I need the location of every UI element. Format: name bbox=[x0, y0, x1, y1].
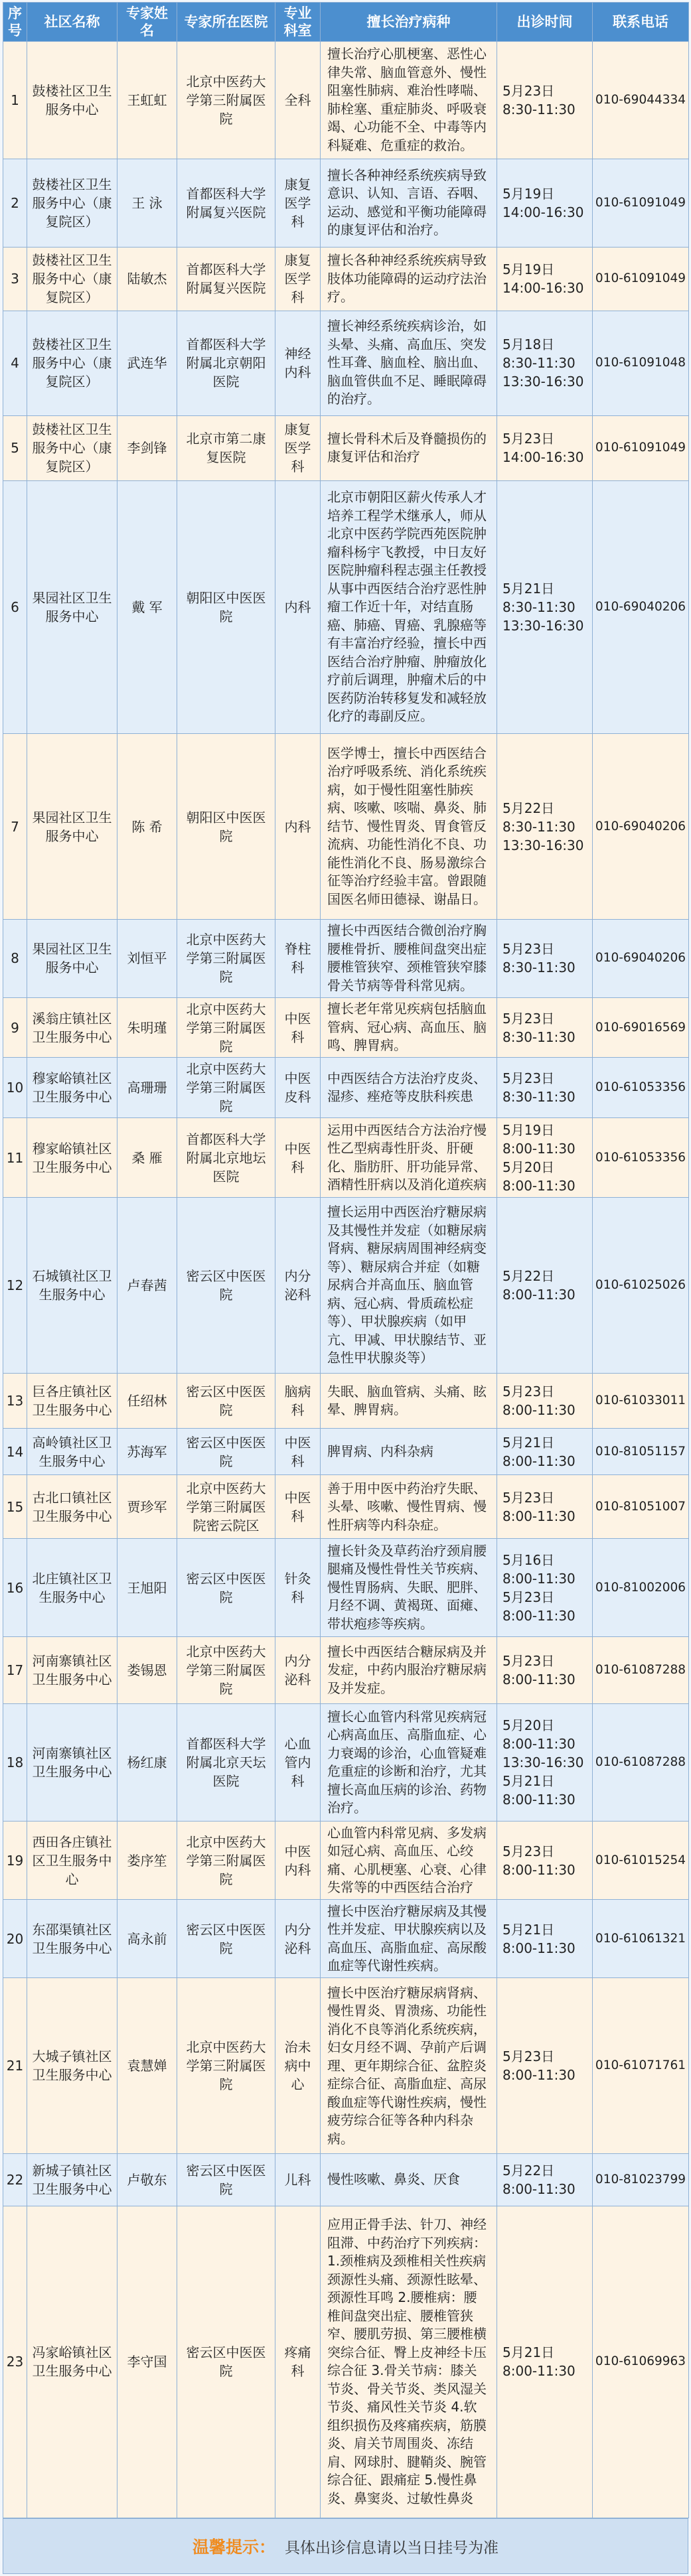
table-cell-seq: 19 bbox=[3, 1821, 27, 1899]
table-cell-time: 5月21日 8:00-11:30 bbox=[497, 1900, 593, 1978]
table-row bbox=[3, 311, 689, 415]
table-cell-community: 巨各庄镇社区卫生服务中心 bbox=[27, 1374, 117, 1429]
table-cell-dept: 神经内科 bbox=[275, 311, 321, 415]
table-cell-time: 5月23日 8:30-11:30 bbox=[497, 42, 593, 159]
table-cell-community: 新城子镇社区卫生服务中心 bbox=[27, 2154, 117, 2206]
table-row bbox=[3, 415, 689, 480]
table-cell-doctor: 娄锡恩 bbox=[117, 1636, 177, 1703]
table-cell-community: 北庄镇社区卫生服务中心 bbox=[27, 1539, 117, 1637]
table-cell-dept: 康复医学科 bbox=[275, 159, 321, 247]
table-cell-hospital: 北京中医药大学第三附属医院 bbox=[177, 1978, 275, 2154]
table-cell-hospital: 北京中医药大学第三附属医院 bbox=[177, 1821, 275, 1899]
tip-label: 温馨提示： bbox=[192, 2538, 275, 2557]
table-cell-hospital: 密云区中医医院 bbox=[177, 1374, 275, 1429]
table-cell-seq: 11 bbox=[3, 1117, 27, 1197]
header-phone: 联系电话 bbox=[593, 3, 689, 42]
table-body bbox=[3, 42, 689, 2518]
table-row bbox=[3, 919, 689, 997]
table-row bbox=[3, 1900, 689, 1978]
table-cell-phone: 010-61091049 bbox=[593, 248, 689, 311]
table-cell-diseases: 擅长中西医结合微创治疗胸腰椎骨折、腰椎间盘突出症腰椎管狭窄、颈椎管狭窄膝骨关节病等骨科常见病。 bbox=[321, 919, 497, 997]
table-cell-phone: 010-61091049 bbox=[593, 415, 689, 480]
table-cell-dept: 内分泌科 bbox=[275, 1198, 321, 1374]
table-cell-time: 5月23日 8:00-11:30 bbox=[497, 1636, 593, 1703]
header-doctor: 专家姓名 bbox=[117, 3, 177, 42]
table-cell-dept: 中医科 bbox=[275, 1117, 321, 1197]
table-cell-time: 5月16日 8:00-11:30 5月23日 8:00-11:30 bbox=[497, 1539, 593, 1637]
table-cell-doctor: 袁慧婵 bbox=[117, 1978, 177, 2154]
table-cell-dept: 中医科 bbox=[275, 997, 321, 1058]
table-cell-hospital: 首都医科大学附属复兴医院 bbox=[177, 248, 275, 311]
table-cell-community: 果园社区卫生服务中心 bbox=[27, 919, 117, 997]
table-cell-dept: 针灸科 bbox=[275, 1539, 321, 1637]
table-cell-time: 5月23日 8:00-11:30 bbox=[497, 1475, 593, 1539]
table-cell-doctor: 杨红康 bbox=[117, 1704, 177, 1822]
table-cell-diseases: 擅长各种神经系统疾病导致意识、认知、言语、吞咽、运动、感觉和平衡功能障碍的康复评估和治疗。 bbox=[321, 159, 497, 247]
table-cell-phone: 010-61033011 bbox=[593, 1374, 689, 1429]
table-cell-hospital: 朝阳区中医医院 bbox=[177, 480, 275, 734]
table-row bbox=[3, 42, 689, 159]
table-row bbox=[3, 1539, 689, 1637]
table-cell-doctor: 贾珍军 bbox=[117, 1475, 177, 1539]
table-cell-seq: 3 bbox=[3, 248, 27, 311]
table-cell-doctor: 桑 雁 bbox=[117, 1117, 177, 1197]
table-cell-phone: 010-69040206 bbox=[593, 919, 689, 997]
table-cell-time: 5月22日 8:00-11:30 bbox=[497, 2154, 593, 2206]
table-cell-seq: 13 bbox=[3, 1374, 27, 1429]
table-cell-time: 5月23日 8:00-11:30 bbox=[497, 1978, 593, 2154]
table-cell-dept: 儿科 bbox=[275, 2154, 321, 2206]
table-row bbox=[3, 1821, 689, 1899]
table-cell-seq: 21 bbox=[3, 1978, 27, 2154]
table-cell-dept: 康复医学科 bbox=[275, 248, 321, 311]
table-cell-phone: 010-61015254 bbox=[593, 1821, 689, 1899]
table-cell-dept: 中医皮科 bbox=[275, 1058, 321, 1118]
table-cell-hospital: 首都医科大学附属复兴医院 bbox=[177, 159, 275, 247]
table-cell-phone: 010-61087288 bbox=[593, 1636, 689, 1703]
table-cell-diseases: 慢性咳嗽、鼻炎、厌食 bbox=[321, 2154, 497, 2206]
table-cell-dept: 治未病中心 bbox=[275, 1978, 321, 2154]
table-cell-time: 5月21日 8:30-11:30 13:30-16:30 bbox=[497, 480, 593, 734]
table-cell-community: 河南寨镇社区卫生服务中心 bbox=[27, 1636, 117, 1703]
table-cell-phone: 010-61053356 bbox=[593, 1058, 689, 1118]
table-cell-dept: 全科 bbox=[275, 42, 321, 159]
table-cell-community: 大城子镇社区卫生服务中心 bbox=[27, 1978, 117, 2154]
table-row bbox=[3, 480, 689, 734]
table-row bbox=[3, 997, 689, 1058]
table-cell-time: 5月23日 8:00-11:30 bbox=[497, 1374, 593, 1429]
table-cell-hospital: 首都医科大学附属北京朝阳医院 bbox=[177, 311, 275, 415]
table-cell-dept: 内分泌科 bbox=[275, 1900, 321, 1978]
table-cell-hospital: 密云区中医医院 bbox=[177, 1900, 275, 1978]
table-cell-seq: 10 bbox=[3, 1058, 27, 1118]
table-cell-doctor: 卢敬东 bbox=[117, 2154, 177, 2206]
table-cell-doctor: 戴 军 bbox=[117, 480, 177, 734]
table-cell-hospital: 北京中医药大学第三附属医院密云院区 bbox=[177, 1475, 275, 1539]
table-cell-hospital: 密云区中医医院 bbox=[177, 1429, 275, 1475]
table-cell-seq: 4 bbox=[3, 311, 27, 415]
table-cell-community: 鼓楼社区卫生服务中心（康复院区） bbox=[27, 311, 117, 415]
table-cell-community: 鼓楼社区卫生服务中心（康复院区） bbox=[27, 248, 117, 311]
header-time: 出诊时间 bbox=[497, 3, 593, 42]
table-cell-hospital: 北京中医药大学第三附属医院 bbox=[177, 919, 275, 997]
table-row bbox=[3, 1704, 689, 1822]
table-cell-doctor: 刘恒平 bbox=[117, 919, 177, 997]
table-cell-dept: 内分泌科 bbox=[275, 1636, 321, 1703]
table-cell-doctor: 李剑锋 bbox=[117, 415, 177, 480]
table-cell-community: 西田各庄镇社区卫生服务中心 bbox=[27, 1821, 117, 1899]
table-cell-time: 5月21日 8:00-11:30 bbox=[497, 2206, 593, 2518]
table-cell-diseases: 北京市朝阳区薪火传承人才培养工程学术继承人，师从北京中医药学院西苑医院肿瘤科杨宇飞教授，中日友好医院肿瘤科程志强主任教授从事中西医结合治疗恶性肿瘤工作近十年，对结直肠癌、肺癌、胃癌、乳腺癌等有丰富治疗经验，擅长中西医结合治疗肿瘤、肿瘤放化疗前后调理，肿瘤术后的中医药防治转移复发和减轻放化疗的毒副反应。 bbox=[321, 480, 497, 734]
table-cell-diseases: 擅长治疗心肌梗塞、恶性心律失常、脑血管意外、慢性阻塞性肺病、难治性哮喘、肺栓塞、重症肺炎、呼吸衰竭、心功能不全、中毒等内科疑难、危重症的救治。 bbox=[321, 42, 497, 159]
table-cell-time: 5月23日 8:00-11:30 bbox=[497, 1821, 593, 1899]
table-row bbox=[3, 1058, 689, 1118]
table-cell-doctor: 苏海军 bbox=[117, 1429, 177, 1475]
table-cell-community: 石城镇社区卫生服务中心 bbox=[27, 1198, 117, 1374]
table-row bbox=[3, 1117, 689, 1197]
table-cell-doctor: 王虹虹 bbox=[117, 42, 177, 159]
table-cell-doctor: 娄序笙 bbox=[117, 1821, 177, 1899]
table-cell-phone: 010-61025026 bbox=[593, 1198, 689, 1374]
table-cell-phone: 010-61087288 bbox=[593, 1704, 689, 1822]
table-cell-community: 古北口镇社区卫生服务中心 bbox=[27, 1475, 117, 1539]
table-cell-hospital: 朝阳区中医医院 bbox=[177, 734, 275, 919]
table-cell-doctor: 任绍林 bbox=[117, 1374, 177, 1429]
table-cell-dept: 康复医学科 bbox=[275, 415, 321, 480]
table-cell-seq: 1 bbox=[3, 42, 27, 159]
table-cell-diseases: 失眠、脑血管病、头痛、眩晕、脾胃病。 bbox=[321, 1374, 497, 1429]
table-cell-seq: 23 bbox=[3, 2206, 27, 2518]
table-row bbox=[3, 248, 689, 311]
footer-tip bbox=[3, 2518, 688, 2574]
table-cell-doctor: 卢春茜 bbox=[117, 1198, 177, 1374]
table-cell-time: 5月23日 8:30-11:30 bbox=[497, 997, 593, 1058]
table-cell-community: 果园社区卫生服务中心 bbox=[27, 734, 117, 919]
table-cell-hospital: 北京中医药大学第三附属医院 bbox=[177, 1058, 275, 1118]
table-cell-seq: 8 bbox=[3, 919, 27, 997]
table-cell-diseases: 擅长中医治疗糖尿病肾病、慢性胃炎、胃溃疡、功能性消化不良等消化系统疾病，妇女月经不调、孕前产后调理、更年期综合征、盆腔炎症综合征、高脂血症、高尿酸血症等代谢性疾病，慢性疲劳综合征等各种内科杂病。 bbox=[321, 1978, 497, 2154]
header-diseases: 擅长治疗病种 bbox=[321, 3, 497, 42]
table-cell-doctor: 李守国 bbox=[117, 2206, 177, 2518]
table-cell-hospital: 密云区中医医院 bbox=[177, 2206, 275, 2518]
header-hospital: 专家所在医院 bbox=[177, 3, 275, 42]
table-cell-phone: 010-61069963 bbox=[593, 2206, 689, 2518]
table-cell-seq: 14 bbox=[3, 1429, 27, 1475]
table-cell-community: 果园社区卫生服务中心 bbox=[27, 480, 117, 734]
table-cell-community: 穆家峪镇社区卫生服务中心 bbox=[27, 1117, 117, 1197]
table-cell-dept: 脊柱科 bbox=[275, 919, 321, 997]
tip-text: 具体出诊信息请以当日挂号为准 bbox=[285, 2539, 499, 2557]
table-cell-phone: 010-81023799 bbox=[593, 2154, 689, 2206]
table-cell-diseases: 擅长运用中西医治疗糖尿病及其慢性并发症（如糖尿病肾病、糖尿病周围神经病变等）、糖尿病合并症（如糖尿病合并高血压、脑血管病、冠心病、骨质疏松症等）、甲状腺疾病（如甲亢、甲减、甲状腺结节、亚急性甲状腺炎等） bbox=[321, 1198, 497, 1374]
table-row bbox=[3, 1429, 689, 1475]
table-cell-community: 鼓楼社区卫生服务中心 bbox=[27, 42, 117, 159]
table-cell-community: 东邵渠镇社区卫生服务中心 bbox=[27, 1900, 117, 1978]
table-cell-seq: 15 bbox=[3, 1475, 27, 1539]
table-cell-dept: 中医内科 bbox=[275, 1821, 321, 1899]
table-cell-doctor: 陈 希 bbox=[117, 734, 177, 919]
table-cell-phone: 010-69040206 bbox=[593, 734, 689, 919]
table-row bbox=[3, 2206, 689, 2518]
table-cell-seq: 12 bbox=[3, 1198, 27, 1374]
table-cell-time: 5月18日 8:30-11:30 13:30-16:30 bbox=[497, 311, 593, 415]
table-cell-diseases: 擅长骨科术后及脊髓损伤的康复评估和治疗 bbox=[321, 415, 497, 480]
table-cell-time: 5月21日 8:00-11:30 bbox=[497, 1429, 593, 1475]
table-cell-hospital: 首都医科大学附属北京天坛医院 bbox=[177, 1704, 275, 1822]
table-row bbox=[3, 1978, 689, 2154]
table-cell-doctor: 王旭阳 bbox=[117, 1539, 177, 1637]
table-header-row bbox=[3, 3, 689, 42]
table-cell-diseases: 擅长中医治疗糖尿病及其慢性并发症、甲状腺疾病以及高血压、高脂血症、高尿酸血症等代谢性疾病。 bbox=[321, 1900, 497, 1978]
table-row bbox=[3, 734, 689, 919]
table-cell-time: 5月23日 8:30-11:30 bbox=[497, 919, 593, 997]
table-cell-phone: 010-81051157 bbox=[593, 1429, 689, 1475]
table-cell-seq: 2 bbox=[3, 159, 27, 247]
table-cell-dept: 脑病科 bbox=[275, 1374, 321, 1429]
table-cell-doctor: 武连华 bbox=[117, 311, 177, 415]
table-cell-phone: 010-69016569 bbox=[593, 997, 689, 1058]
table-cell-hospital: 北京中医药大学第三附属医院 bbox=[177, 1636, 275, 1703]
table-cell-time: 5月23日 14:00-16:30 bbox=[497, 415, 593, 480]
table-cell-hospital: 北京市第二康复医院 bbox=[177, 415, 275, 480]
table-cell-doctor: 高珊珊 bbox=[117, 1058, 177, 1118]
table-cell-time: 5月19日 8:00-11:30 5月20日 8:00-11:30 bbox=[497, 1117, 593, 1197]
table-cell-diseases: 应用正骨手法、针刀、神经阻滞、中药治疗下列疾病：1.颈椎病及颈椎相关性疾病颈源性头痛、颈源性眩晕、颈源性耳鸣 2.腰椎病：腰椎间盘突出症、腰椎管狭窄、腰肌劳损、第三腰椎横突综合征、臀上皮神经卡压综合征 3.骨关节病：膝关节炎、骨关节炎、类风湿关节炎、痛风性关节炎 4.软组织损伤及疼痛疾病，筋膜炎、肩关节周围炎、冻结肩、网球肘、腱鞘炎、腕管综合征、跟痛症 5.慢性鼻炎、鼻窦炎、过敏性鼻炎 bbox=[321, 2206, 497, 2518]
table-cell-doctor: 王 泳 bbox=[117, 159, 177, 247]
table-cell-community: 穆家峪镇社区卫生服务中心 bbox=[27, 1058, 117, 1118]
table-cell-hospital: 密云区中医医院 bbox=[177, 1198, 275, 1374]
table-cell-diseases: 擅长心血管内科常见疾病冠心病高血压、高脂血症、心力衰竭的诊治，心血管疑难危重症的诊断和治疗，尤其擅长高血压病的诊治、药物治疗。 bbox=[321, 1704, 497, 1822]
table-cell-dept: 疼痛科 bbox=[275, 2206, 321, 2518]
table-cell-hospital: 北京中医药大学第三附属医院 bbox=[177, 42, 275, 159]
table-cell-dept: 内科 bbox=[275, 480, 321, 734]
table-cell-time: 5月23日 8:30-11:30 bbox=[497, 1058, 593, 1118]
table-cell-phone: 010-81051007 bbox=[593, 1475, 689, 1539]
table-cell-diseases: 擅长各种神经系统疾病导致肢体功能障碍的运动疗法治疗。 bbox=[321, 248, 497, 311]
table-cell-diseases: 运用中西医结合方法治疗慢性乙型病毒性肝炎、肝硬化、脂肪肝、肝功能异常、酒精性肝病以及消化道疾病 bbox=[321, 1117, 497, 1197]
table-cell-hospital: 首都医科大学附属北京地坛医院 bbox=[177, 1117, 275, 1197]
table-cell-diseases: 中西医结合方法治疗皮炎、湿疹、痤疮等皮肤科疾患 bbox=[321, 1058, 497, 1118]
table-row bbox=[3, 1374, 689, 1429]
table-cell-time: 5月22日 8:00-11:30 bbox=[497, 1198, 593, 1374]
table-cell-seq: 7 bbox=[3, 734, 27, 919]
header-dept: 专业科室 bbox=[275, 3, 321, 42]
table-cell-community: 溪翁庄镇社区卫生服务中心 bbox=[27, 997, 117, 1058]
table-cell-doctor: 陆敏杰 bbox=[117, 248, 177, 311]
table-cell-phone: 010-61061321 bbox=[593, 1900, 689, 1978]
table-cell-hospital: 北京中医药大学第三附属医院 bbox=[177, 997, 275, 1058]
table-cell-phone: 010-61091049 bbox=[593, 159, 689, 247]
table-cell-phone: 010-61091048 bbox=[593, 311, 689, 415]
table-cell-diseases: 擅长老年常见疾病包括脑血管病、冠心病、高血压、脑鸣、脾胃病。 bbox=[321, 997, 497, 1058]
table-cell-time: 5月19日 14:00-16:30 bbox=[497, 159, 593, 247]
table-cell-seq: 18 bbox=[3, 1704, 27, 1822]
table-cell-hospital: 密云区中医医院 bbox=[177, 1539, 275, 1637]
table-cell-diseases: 医学博士，擅长中西医结合治疗呼吸系统、消化系统疾病，如于慢性阻塞性肺疾病、咳嗽、咳喘、鼻炎、肺结节、慢性胃炎、胃食管反流病、功能性消化不良、功能性消化不良、肠易激综合征等治疗经验丰富。曾跟随国医名师田德禄、谢晶日。 bbox=[321, 734, 497, 919]
table-cell-seq: 5 bbox=[3, 415, 27, 480]
table-cell-dept: 中医科 bbox=[275, 1429, 321, 1475]
table-cell-diseases: 心血管内科常见病、多发病如冠心病、高血压、心绞痛、心肌梗塞、心衰、心律失常等的中西医结合治疗 bbox=[321, 1821, 497, 1899]
table-cell-doctor: 高永前 bbox=[117, 1900, 177, 1978]
table-cell-phone: 010-81002006 bbox=[593, 1539, 689, 1637]
table-cell-community: 鼓楼社区卫生服务中心（康复院区） bbox=[27, 415, 117, 480]
table-cell-dept: 心血管内科 bbox=[275, 1704, 321, 1822]
table-cell-seq: 6 bbox=[3, 480, 27, 734]
table-row bbox=[3, 1198, 689, 1374]
table-cell-diseases: 脾胃病、内科杂病 bbox=[321, 1429, 497, 1475]
header-seq: 序号 bbox=[3, 3, 27, 42]
table-cell-seq: 22 bbox=[3, 2154, 27, 2206]
table-cell-phone: 010-69044334 bbox=[593, 42, 689, 159]
table-cell-community: 鼓楼社区卫生服务中心（康复院区） bbox=[27, 159, 117, 247]
table-row bbox=[3, 1475, 689, 1539]
table-cell-seq: 9 bbox=[3, 997, 27, 1058]
table-cell-phone: 010-61053356 bbox=[593, 1117, 689, 1197]
header-community: 社区名称 bbox=[27, 3, 117, 42]
table-cell-doctor: 朱明瑾 bbox=[117, 997, 177, 1058]
table-cell-time: 5月19日 14:00-16:30 bbox=[497, 248, 593, 311]
table-cell-diseases: 擅长中西医结合糖尿病及并发症，中药内服治疗糖尿病及并发症。 bbox=[321, 1636, 497, 1703]
table-row bbox=[3, 159, 689, 247]
table-cell-diseases: 善于用中医中药治疗失眠、头晕、咳嗽、慢性胃病、慢性肝病等内科杂症。 bbox=[321, 1475, 497, 1539]
table-row bbox=[3, 1636, 689, 1703]
table-cell-time: 5月20日 8:00-11:30 13:30-16:30 5月21日 8:00-11:30 bbox=[497, 1704, 593, 1822]
table-cell-diseases: 擅长针灸及草药治疗颈肩腰腿痛及慢性骨性关节疾病、慢性胃肠病、失眠、肥胖、月经不调、黄褐斑、面瘫、带状疱疹等疾病。 bbox=[321, 1539, 497, 1637]
table-cell-dept: 内科 bbox=[275, 734, 321, 919]
table-row bbox=[3, 2154, 689, 2206]
table-cell-seq: 17 bbox=[3, 1636, 27, 1703]
table-cell-community: 河南寨镇社区卫生服务中心 bbox=[27, 1704, 117, 1822]
table-cell-dept: 中医科 bbox=[275, 1475, 321, 1539]
table-cell-diseases: 擅长神经系统疾病诊治，如头晕、头痛、高血压、突发性耳聋、脑血栓、脑出血、脑血管供血不足、睡眠障碍的治疗。 bbox=[321, 311, 497, 415]
table-cell-community: 高岭镇社区卫生服务中心 bbox=[27, 1429, 117, 1475]
table-cell-phone: 010-69040206 bbox=[593, 480, 689, 734]
table-cell-seq: 16 bbox=[3, 1539, 27, 1637]
expert-schedule-table bbox=[3, 2, 689, 2518]
table-cell-hospital: 密云区中医医院 bbox=[177, 2154, 275, 2206]
table-cell-time: 5月22日 8:30-11:30 13:30-16:30 bbox=[497, 734, 593, 919]
table-cell-seq: 20 bbox=[3, 1900, 27, 1978]
table-cell-phone: 010-61071761 bbox=[593, 1978, 689, 2154]
table-cell-community: 冯家峪镇社区卫生服务中心 bbox=[27, 2206, 117, 2518]
